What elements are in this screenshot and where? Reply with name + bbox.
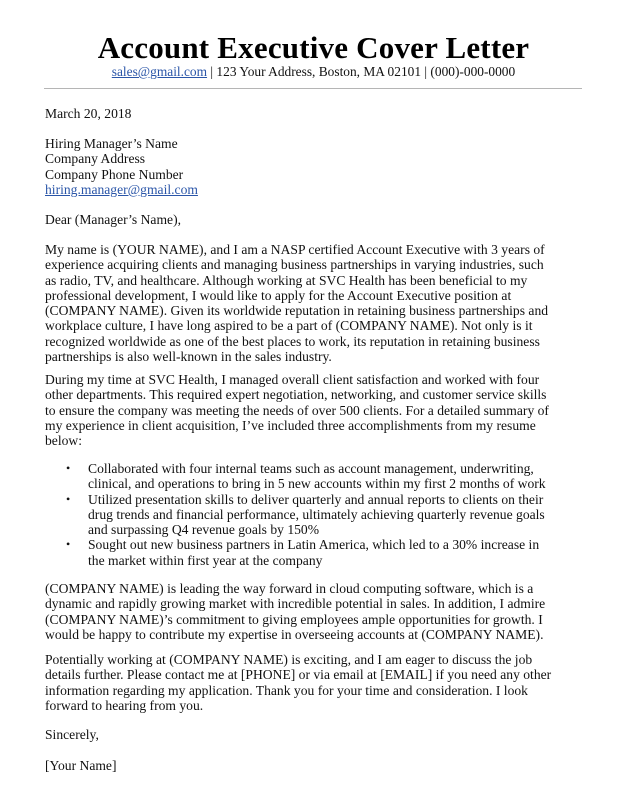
paragraph-line: partnerships is also well-known in the sales industry.	[45, 349, 332, 365]
paragraph-line: My name is (YOUR NAME), and I am a NASP certified Account Executive with 3 years of	[45, 242, 545, 257]
list-item	[45, 537, 590, 568]
list-item-line: Collaborated with four internal teams such as account management, underwriting,	[88, 461, 534, 476]
paragraph-line: other departments. This required expert negotiation, networking, and customer service skills	[45, 387, 547, 403]
bullet-icon: •	[66, 461, 71, 475]
sender-email-link[interactable]: sales@gmail.com	[111, 64, 208, 79]
list-item-line: the market within first year at the company	[88, 552, 323, 568]
list-item-line: Sought out new business partners in Latin America, which led to a 30% increase in	[88, 537, 540, 553]
paragraph-line: professional development, I would like to apply for the Account Executive position at	[45, 287, 512, 303]
list-item-line: and surpassing Q4 revenue goals by 150%	[88, 522, 320, 538]
bullet-icon: •	[66, 537, 71, 552]
recipient-name: Hiring Manager’s Name	[45, 136, 178, 151]
recipient-block	[45, 136, 590, 197]
closing-valediction: Sincerely,	[45, 727, 99, 742]
contact-line	[0, 64, 627, 80]
paragraph-line: Potentially working at (COMPANY NAME) is exciting, and I am eager to discuss the job	[45, 652, 533, 667]
recipient-address: Company Address	[45, 151, 146, 167]
document-title: Account Executive Cover Letter	[97, 30, 530, 65]
paragraph-line: forward to hearing from you.	[45, 697, 204, 713]
contact-address-phone: | 123 Your Address, Boston, MA 02101 | (000)-000-0000	[207, 64, 516, 79]
paragraph-experience	[45, 372, 590, 448]
recipient-phone: Company Phone Number	[45, 166, 184, 182]
paragraph-line: (COMPANY NAME) is leading the way forward in cloud computing software, which is a	[45, 581, 534, 596]
list-item-line: Utilized presentation skills to deliver quarterly and annual reports to clients on their	[88, 491, 544, 507]
paragraph-line: information regarding my application. Thank you for your time and consideration. I look	[45, 682, 528, 698]
paragraph-line: experience acquiring clients and managing business partnerships in varying industries, such	[45, 257, 544, 273]
recipient-email-link[interactable]: hiring.manager@gmail.com	[45, 181, 198, 197]
paragraph-introduction	[45, 242, 590, 364]
paragraph-line: (COMPANY NAME)’s commitment to giving employees ample opportunities for growth. I	[45, 611, 543, 627]
paragraph-line: below:	[45, 433, 82, 449]
list-item-line: clinical, and operations to bring in 5 new accounts within my first 2 months of work	[88, 476, 546, 492]
paragraph-line: would be happy to contribute my expertise in overseeing accounts at (COMPANY NAME).	[45, 626, 544, 642]
paragraph-line: to ensure the company was meeting the needs of over 500 clients. For a detailed summary of	[45, 402, 549, 418]
paragraph-line: (COMPANY NAME). Given its worldwide reputation in retaining business partnerships and	[45, 303, 549, 319]
paragraph-line: During my time at SVC Health, I managed overall client satisfaction and worked with four	[45, 372, 540, 387]
list-item	[45, 461, 590, 492]
header-divider	[44, 88, 582, 89]
letter-date: March 20, 2018	[45, 106, 132, 121]
paragraph-line: as radio, TV, and healthcare. Although working at SVC Health has been beneficial to my	[45, 272, 528, 288]
paragraph-line: recognized worldwide as one of the best places to work, its reputation in retaining business	[45, 333, 540, 349]
paragraph-closing	[45, 652, 590, 713]
accomplishments-list	[45, 461, 590, 568]
paragraph-line: workplace culture, I have long aspired to be a part of (COMPANY NAME). Not only is it	[45, 318, 533, 334]
bullet-icon: •	[66, 491, 71, 506]
signature-name: [Your Name]	[45, 758, 117, 773]
list-item-line: drug trends and financial performance, ultimately achieving quarterly revenue goals	[88, 506, 545, 522]
paragraph-line: details further. Please contact me at [PHONE] or via email at [EMAIL] if you need any other	[45, 667, 552, 683]
list-item	[45, 492, 590, 538]
salutation: Dear (Manager’s Name),	[45, 212, 181, 227]
paragraph-line: dynamic and rapidly growing market with incredible potential in sales. In addition, I admire	[45, 596, 546, 612]
paragraph-line: my experience in client acquisition, I’ve included three accomplishments from my resume	[45, 417, 536, 433]
paragraph-company-interest	[45, 581, 590, 642]
